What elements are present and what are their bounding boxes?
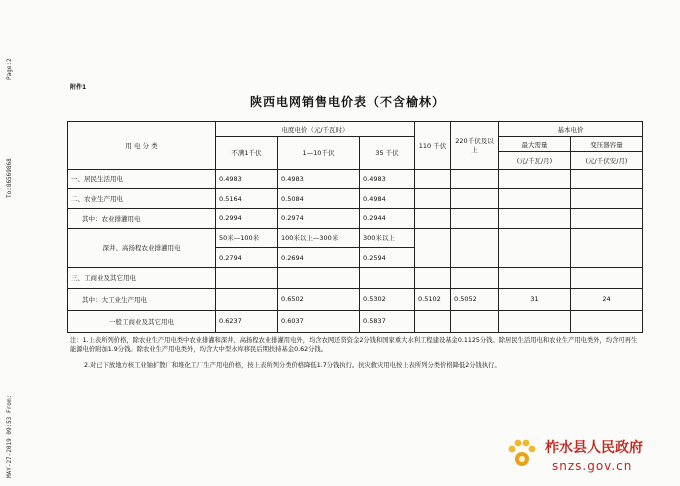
table-row: [68, 208, 643, 228]
price-cell: 0.5837: [360, 310, 415, 332]
price-cell: 0.5302: [360, 288, 415, 310]
price-cell: 0.5052: [451, 288, 499, 310]
basic-price-cell: 31: [499, 288, 571, 310]
table-header-row: [68, 122, 643, 137]
price-cell: 0.2974: [278, 208, 360, 228]
basic-price-cell: 24: [571, 288, 643, 310]
voltage-col-1-10kv: 1—10千伏: [278, 137, 360, 169]
voltage-col-220kv: 220千伏及以上: [451, 122, 499, 170]
table-row: [68, 310, 643, 332]
fax-sender-timestamp: MAY-27-2019 09:53 From:: [6, 394, 13, 478]
government-logo-icon: [505, 437, 539, 467]
price-cell: 0.2694: [278, 248, 360, 268]
price-cell: 0.6502: [278, 288, 360, 310]
price-cell: 0.2944: [360, 208, 415, 228]
voltage-col-under-1kv: 不满1千伏: [216, 137, 278, 169]
basic-price-header: 基本电价: [499, 122, 643, 137]
category-header: 用 电 分 类: [68, 122, 216, 170]
footnote-2: 2.对已下放地方核工业铀扩散厂和堆化工厂生产用电价格，按上表所列分类价格降低1.7分钱执行。抗灾救灾用电按上表所列分类价格降低2分钱执行。: [84, 362, 501, 369]
watermark-site-name: 柞水县人民政府: [545, 440, 643, 456]
depth-range-cell: 50米—100米: [216, 228, 278, 248]
price-cell: 0.2794: [216, 248, 278, 268]
price-cell: 0.5102: [415, 288, 451, 310]
price-cell: 0.6237: [216, 310, 278, 332]
transformer-capacity-unit: (元/千伏安/月): [571, 152, 643, 169]
energy-price-header: 电度电价（元/千瓦时）: [216, 122, 415, 137]
table-row: [68, 189, 643, 209]
fax-recipient: To:86569868: [6, 158, 13, 198]
price-cell: 0.5084: [278, 189, 360, 209]
price-cell: 0.4983: [216, 169, 278, 189]
row-label: 一般工商业及其它用电: [68, 310, 216, 332]
price-cell: 0.2594: [360, 248, 415, 268]
transformer-capacity-header: 变压器容量: [571, 137, 643, 152]
fax-header-strip: [2, 20, 13, 478]
depth-range-cell: 100米以上—300米: [278, 228, 360, 248]
table-row: [68, 268, 643, 289]
row-label: 深井、高扬程农业排灌用电: [68, 228, 216, 267]
voltage-col-35kv: 35 千伏: [360, 137, 415, 169]
footnote-1: 注：1.上表所列价格，除农业生产用电类中农业排灌和深井、高扬程农业排灌用电外，均含农网还贷资金2分钱和国家重大水利工程建设基金0.1125分钱。除居民生活用电和农业生产用电类外，均含可再生能源电价附加1.9分钱。除农业生产用电类外，均含大中型水库移民后期扶持基金0.62分钱。: [70, 337, 638, 353]
table-row: [68, 228, 643, 248]
price-cell: 0.5164: [216, 189, 278, 209]
fax-page-number: Page:2: [6, 58, 13, 80]
electricity-price-table: [67, 121, 643, 333]
price-cell: 0.6037: [278, 310, 360, 332]
row-label: 其中：大工业生产用电: [68, 288, 216, 310]
depth-range-cell: 300米以上: [360, 228, 415, 248]
document-title: 陕西电网销售电价表（不含榆林）: [250, 95, 446, 109]
row-label: 三、工商业及其它用电: [68, 268, 216, 289]
table-row: [68, 288, 643, 310]
price-cell: 0.2994: [216, 208, 278, 228]
max-demand-header: 最大需量: [499, 137, 571, 152]
annex-label: 附件1: [70, 84, 87, 91]
row-label: 二、农业生产用电: [68, 189, 216, 209]
watermark-site-url[interactable]: snzs.gov.cn: [552, 459, 633, 473]
voltage-col-110kv: 110 千伏: [415, 122, 451, 170]
row-label: 其中：农业排灌用电: [68, 208, 216, 228]
price-cell: 0.4984: [360, 189, 415, 209]
price-cell: 0.4983: [278, 169, 360, 189]
price-cell: 0.4983: [360, 169, 415, 189]
table-row: [68, 169, 643, 189]
max-demand-unit: (元/千瓦/月): [499, 152, 571, 169]
row-label: 一、居民生活用电: [68, 169, 216, 189]
